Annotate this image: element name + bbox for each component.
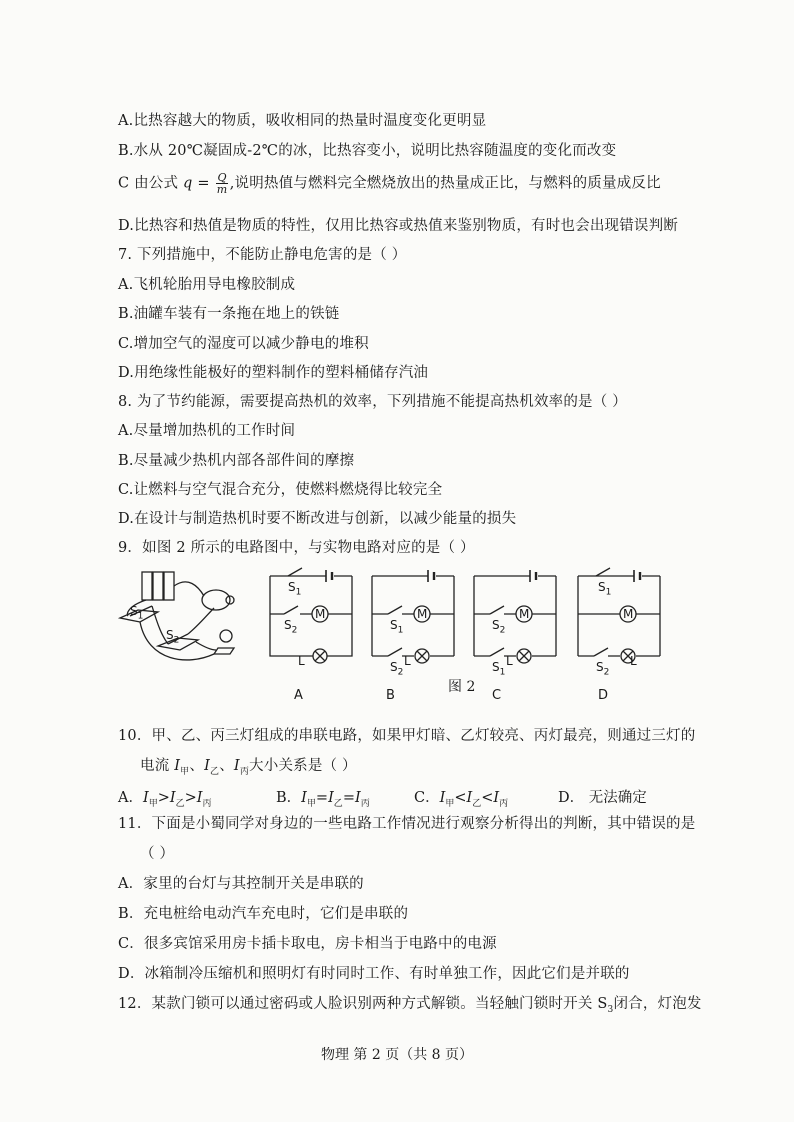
page-footer: 物理 第 2 页（共 8 页）	[320, 1047, 474, 1063]
diagram-d-option-label: D	[598, 688, 609, 703]
q6-c-eq: =	[192, 175, 215, 192]
diagram-b-motor-label: M	[417, 607, 428, 621]
diagram-c-motor-label: M	[519, 607, 530, 621]
diagram-c-frame	[474, 576, 556, 656]
diagram-a-option-label: A	[294, 688, 303, 703]
q8-option-d: D.在设计与制造热机时要不断改进与创新，以减少能量的损失	[118, 511, 517, 527]
figure-caption: 图 2	[448, 679, 476, 695]
q8-stem: 8. 为了节约能源，需要提高热机的效率，下列措施不能提高热机效率的是（ ）	[118, 394, 627, 410]
q6-c-prefix: C 由公式	[118, 175, 179, 192]
q10-stem: 10．甲、乙、丙三灯组成的串联电路，如果甲灯暗、乙灯较亮、丙灯最亮，则通过三灯的	[118, 728, 696, 744]
q11-option-d: D．冰箱制冷压缩机和照明灯有时同时工作、有时单独工作，因此它们是并联的	[118, 966, 630, 982]
q6-c-suffix: ,说明热值与燃料完全燃烧放出的热量成正比，与燃料的质量成反比	[229, 175, 661, 192]
q6-option-d: D.比热容和热值是物质的特性，仅用比热容或热值来鉴别物质，有时也会出现错误判断	[118, 218, 679, 234]
diagram-a	[270, 568, 352, 663]
diagram-a-switch-s1	[288, 568, 302, 576]
q8-option-b: B.尽量减少热机内部各部件间的摩擦	[118, 453, 355, 469]
diagram-c-s2-label: $S_2$	[492, 618, 506, 636]
diagram-c-option-label: C	[492, 688, 502, 703]
q6-c-q: q	[183, 175, 193, 192]
diagram-d-frame	[578, 576, 660, 656]
diagram-c-lamp-label: L	[506, 654, 513, 668]
diagram-a-motor-label: M	[315, 607, 326, 621]
q6-option-c	[118, 172, 661, 195]
battery-cell-2	[153, 572, 163, 600]
q7-option-d: D.用绝缘性能极好的塑料制作的塑料桶储存汽油	[118, 365, 429, 381]
diagram-a-branch-motor	[270, 606, 352, 614]
wire-4	[188, 608, 214, 634]
q6-c-fraction	[216, 172, 227, 195]
q8-option-a: A.尽量增加热机的工作时间	[118, 423, 296, 439]
q6-c-numerator: Q	[217, 171, 227, 184]
battery-cell-1	[142, 572, 152, 600]
diagram-b-frame	[372, 576, 454, 656]
wire-2	[174, 582, 204, 596]
diagram-a-frame	[270, 576, 352, 656]
battery-cell-3	[164, 572, 174, 600]
diagram-d-s2-label: $S_2$	[596, 660, 610, 678]
q11-option-c: C．很多宾馆采用房卡插卡取电，房卡相当于电路中的电源	[118, 936, 497, 952]
diagram-d-lamp-label: L	[630, 654, 637, 668]
diagram-c	[474, 570, 556, 663]
diagram-b-s1-label: $S_1$	[390, 618, 404, 636]
q7-option-c: C.增加空气的湿度可以减少静电的堆积	[118, 336, 369, 352]
diagram-b-s2-label: $S_2$	[390, 660, 404, 678]
diagram-d	[578, 568, 660, 663]
diagram-d-motor-label: M	[623, 607, 634, 621]
physical-s1-label: $S_1$	[130, 604, 144, 622]
diagram-b-switch-s1	[388, 606, 402, 614]
physical-s2-label: $S_2$	[166, 628, 180, 646]
q10-option-c: C．$I_甲<I_乙<I_丙$	[414, 790, 509, 809]
q7-option-a: A.飞机轮胎用导电橡胶制成	[118, 277, 296, 293]
diagram-b-switch-s2	[388, 648, 402, 656]
q7-option-b: B.油罐车装有一条拖在地上的铁链	[118, 306, 340, 322]
diagram-b-lamp-label: L	[404, 654, 411, 668]
q6-option-b: B.水从 20℃凝固成-2℃的冰，比热容变小，说明比热容随温度的变化而改变	[118, 143, 617, 159]
diagram-c-switch-s1	[490, 648, 504, 656]
diagram-b	[372, 570, 454, 663]
q9-stem: 9．如图 2 所示的电路图中，与实物电路对应的是（ ）	[118, 540, 475, 556]
diagram-c-s1-label: $S_1$	[492, 660, 506, 678]
circuit-diagrams	[118, 566, 678, 706]
diagram-d-switch-s2	[594, 648, 608, 656]
q6-c-denominator: m	[216, 183, 228, 196]
q8-option-c: C.让燃料与空气混合充分，使燃料燃烧得比较完全	[118, 482, 443, 498]
diagram-a-s1-label: $S_1$	[288, 580, 302, 598]
bulb-base	[214, 648, 234, 654]
q11-option-b: B．充电桩给电动汽车充电时，它们是串联的	[118, 906, 409, 922]
diagram-d-s1-label: $S_1$	[598, 580, 612, 598]
diagram-d-switch-s1	[596, 568, 610, 576]
wire-5	[196, 642, 216, 650]
q11-option-a: A．家里的台灯与其控制开关是串联的	[118, 876, 364, 892]
diagram-c-switch-s2	[490, 606, 504, 614]
circuit-figure	[118, 566, 678, 706]
q12-stem: 12．某款门锁可以通过密码或人脸识别两种方式解锁。当轻触门锁时开关 $S_3$闭合，灯泡发	[118, 996, 702, 1015]
bulb-glass	[220, 630, 232, 642]
q10-stem-line2: 电流 $I_甲$、$I_乙$、$I_丙$大小关系是（ ）	[140, 758, 357, 777]
diagram-a-s2-label: $S_2$	[284, 618, 298, 636]
q6-option-a: A.比热容越大的物质，吸收相同的热量时温度变化更明显	[118, 113, 487, 129]
q10-option-d: D． 无法确定	[558, 790, 647, 806]
q11-stem: 11．下面是小蜀同学对身边的一些电路工作情况进行观察分析得出的判断，其中错误的是	[118, 816, 696, 832]
q10-option-a: A．$I_甲>I_乙>I_丙$	[118, 790, 212, 809]
diagram-b-option-label: B	[386, 688, 395, 703]
q7-stem: 7. 下列措施中，不能防止静电危害的是（ ）	[118, 247, 407, 263]
q10-option-b: B．$I_甲=I_乙=I_丙$	[276, 790, 370, 809]
diagram-a-lamp-label: L	[298, 654, 305, 668]
q11-stem-line2: （ ）	[140, 846, 175, 862]
